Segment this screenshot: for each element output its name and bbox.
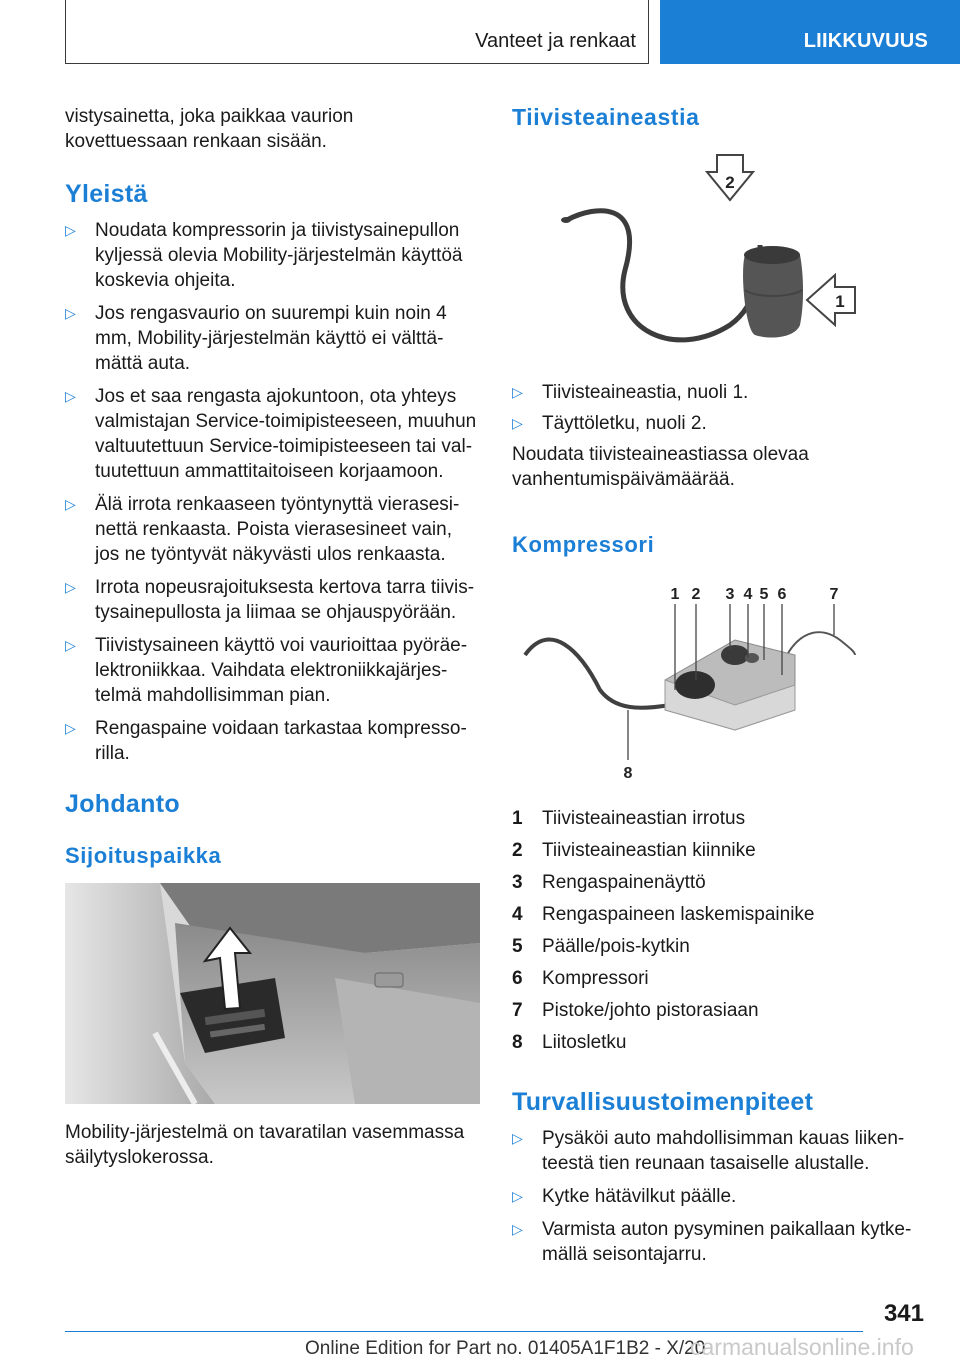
svg-text:2: 2 — [725, 173, 735, 192]
triangle-right-icon: ▷ — [65, 496, 76, 512]
heading-kompressori: Kompressori — [512, 532, 655, 557]
triangle-right-icon: ▷ — [512, 1221, 523, 1237]
triangle-right-icon: ▷ — [65, 222, 76, 238]
arrow-1-icon — [807, 275, 855, 325]
compressor-figure — [520, 580, 860, 785]
list-item: ▷ Pysäköi auto mahdollisimman kauas liikenteestä tien reunaan tasaiselle alustalle. — [512, 1128, 905, 1174]
list-item: ▷ Jos rengasvaurio on suurempi kuin noin 4 mm, Mobility-järjestelmän käyttö ei välttämättä auta. — [65, 303, 447, 374]
trunk-photo — [65, 883, 480, 1104]
list-item: ▷ Jos et saa rengasta ajokuntoon, ota yhteys valmistajan Service-toimipisteeseen, muuhun valtuutettuun Service-toimipisteeseen tai valtuutettuun ammattitaitoiseen korjaamoon. — [65, 386, 477, 482]
heading-johdanto: Johdanto — [65, 790, 180, 818]
triangle-right-icon: ▷ — [65, 637, 76, 653]
list-item: ▷ Älä irrota renkaaseen työntynyttä vierasesinettä renkaasta. Poista vierasesineet vain, jos ne työntyvät näkyvästi ulos renkaasta. — [65, 494, 460, 565]
triangle-right-icon: ▷ — [512, 415, 523, 431]
sealant-list — [512, 380, 927, 558]
parts-list — [512, 806, 927, 1275]
page-number: 341 — [883, 1300, 924, 1327]
heading-sijoituspaikka: Sijoituspaikka — [65, 843, 222, 868]
svg-text:5: 5 — [759, 586, 769, 603]
list-item: ▷ Irrota nopeusrajoituksesta kertova tarra tiivistysainepullosta ja liimaa se ohjauspyörään. — [65, 577, 475, 623]
list-item: 6 Kompressori — [512, 968, 649, 989]
list-item: ▷ Rengaspaine voidaan tarkastaa kompressorilla. — [65, 718, 467, 764]
chapter-tab-label: LIIKKUVUUS — [803, 30, 928, 52]
svg-text:8: 8 — [623, 765, 633, 782]
footer-divider — [65, 1331, 863, 1332]
triangle-right-icon: ▷ — [512, 1188, 523, 1204]
svg-text:1: 1 — [835, 292, 845, 311]
triangle-right-icon: ▷ — [65, 579, 76, 595]
left-column — [65, 104, 480, 869]
watermark: carmanualsonline.info — [690, 1334, 914, 1360]
chapter-tab — [660, 0, 960, 64]
list-item: ▷ Noudata kompressorin ja tiivistysainepullon kyljessä olevia Mobility-järjestelmän käyttöä koskevia ohjeita. — [65, 220, 463, 291]
list-item: 4 Rengaspaineen laskemispainike — [512, 904, 815, 925]
arrow-2-icon — [707, 155, 753, 200]
heading-tiivisteaineastia: Tiivisteaineastia — [512, 104, 700, 130]
list-item: 5 Päälle/pois-kytkin — [512, 936, 690, 957]
list-item: ▷ Täyttöletku, nuoli 2. — [512, 413, 707, 434]
svg-text:7: 7 — [829, 586, 839, 603]
photo-caption: Mobility-järjestelmä on tavaratilan vasemmassa säilytyslokerossa. — [65, 1122, 465, 1168]
list-item: 8 Liitosletku — [512, 1032, 627, 1053]
general-bullet-list — [65, 218, 480, 766]
list-item: 3 Rengaspainenäyttö — [512, 872, 706, 893]
list-item: 2 Tiivisteaineastian kiinnike — [512, 840, 756, 861]
list-item: ▷ Varmista auton pysyminen paikallaan kytkemällä seisontajarru. — [512, 1219, 912, 1265]
intro-text: vistysainetta, joka paikkaa vaurion kovettuessaan renkaan sisään. — [65, 106, 354, 152]
heading-turvallisuus: Turvallisuustoimenpiteet — [512, 1088, 814, 1116]
list-item: 7 Pistoke/johto pistorasiaan — [512, 1000, 759, 1021]
svg-text:2: 2 — [691, 586, 701, 603]
heading-yleista: Yleistä — [65, 180, 148, 208]
svg-text:3: 3 — [725, 586, 735, 603]
triangle-right-icon: ▷ — [512, 384, 523, 400]
triangle-right-icon: ▷ — [65, 305, 76, 321]
svg-text:1: 1 — [670, 586, 680, 603]
triangle-right-icon: ▷ — [65, 388, 76, 404]
header-box — [65, 0, 649, 64]
sealant-figure — [555, 150, 865, 365]
svg-text:4: 4 — [743, 586, 753, 603]
list-item: 1 Tiivisteaineastian irrotus — [512, 808, 746, 829]
section-title: Vanteet ja renkaat — [475, 30, 636, 52]
edition-text: Online Edition for Part no. 01405A1F1B2 - X/20 — [305, 1338, 706, 1359]
expiry-note: Noudata tiivisteaineastiassa olevaa vanhentumispäivämäärää. — [512, 444, 809, 490]
svg-text:6: 6 — [777, 586, 787, 603]
triangle-right-icon: ▷ — [65, 720, 76, 736]
list-item: ▷ Tiivistysaineen käyttö voi vaurioittaa pyöräelektroniikkaa. Vaihdata elektroniikkajärjestelmä mahdollisimman pian. — [65, 635, 468, 706]
list-item: ▷ Tiivisteaineastia, nuoli 1. — [512, 382, 749, 403]
list-item: ▷ Kytke hätävilkut päälle. — [512, 1186, 737, 1207]
triangle-right-icon: ▷ — [512, 1130, 523, 1146]
